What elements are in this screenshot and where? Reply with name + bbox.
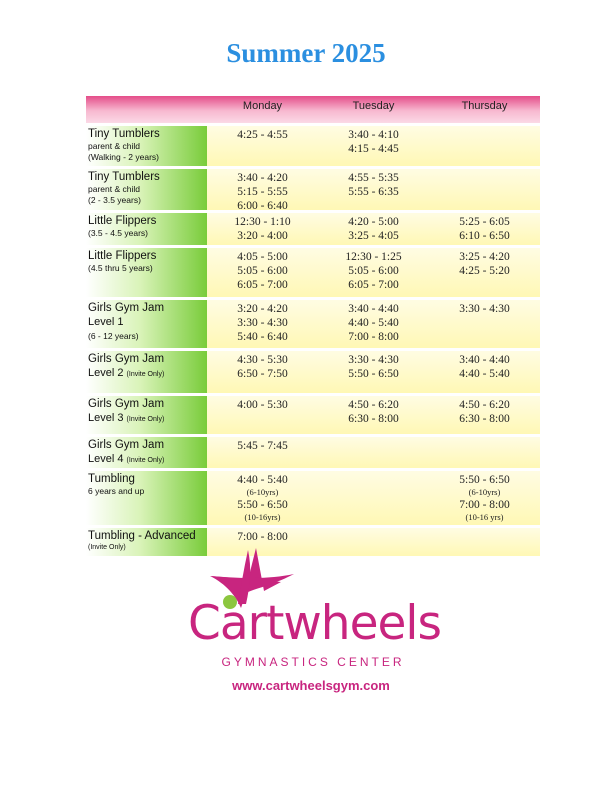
time-slot: 4:25 - 4:55 bbox=[237, 129, 288, 141]
day-header: Thursday bbox=[461, 100, 508, 112]
logo-tagline: GYMNASTICS CENTER bbox=[221, 655, 405, 669]
schedule-table bbox=[86, 96, 540, 556]
time-slot: 6:10 - 6:50 bbox=[459, 230, 510, 242]
class-name: Girls Gym Jam bbox=[88, 353, 165, 365]
time-cell bbox=[318, 169, 429, 210]
time-cell bbox=[429, 471, 540, 525]
class-detail: parent & child bbox=[88, 141, 140, 151]
time-cell bbox=[429, 351, 540, 393]
time-slot: 5:50 - 6:50 bbox=[237, 499, 288, 511]
time-cell bbox=[429, 213, 540, 245]
class-level: Level 1 bbox=[88, 316, 124, 328]
time-slot: (10-16yrs) bbox=[244, 512, 281, 522]
time-slot: 3:40 - 4:40 bbox=[348, 303, 399, 315]
class-detail: (4.5 thru 5 years) bbox=[88, 263, 153, 273]
time-slot: 5:15 - 5:55 bbox=[237, 186, 288, 198]
time-cell bbox=[207, 169, 318, 210]
time-slot: 6:30 - 8:00 bbox=[348, 413, 399, 425]
time-cell bbox=[207, 437, 318, 468]
time-slot: 4:55 - 5:35 bbox=[348, 172, 399, 184]
time-slot: 5:40 - 6:40 bbox=[237, 331, 288, 343]
time-cell bbox=[207, 126, 318, 166]
time-slot: 4:20 - 5:00 bbox=[348, 216, 399, 228]
time-cell bbox=[318, 213, 429, 245]
time-slot: 3:30 - 4:30 bbox=[237, 317, 288, 329]
time-cell bbox=[318, 126, 429, 166]
class-detail: 6 years and up bbox=[88, 486, 145, 496]
time-slot: (6-10yrs) bbox=[246, 487, 279, 497]
class-level: Level 4 (Invite Only) bbox=[88, 453, 165, 465]
time-cell bbox=[318, 396, 429, 434]
class-detail: (6 - 12 years) bbox=[88, 331, 139, 341]
class-name-cell bbox=[86, 471, 207, 525]
time-slot: 12:30 - 1:10 bbox=[234, 216, 291, 228]
time-cell bbox=[207, 213, 318, 245]
time-slot: 3:40 - 4:40 bbox=[459, 354, 510, 366]
time-slot: 4:00 - 5:30 bbox=[237, 399, 288, 411]
class-detail: (3.5 - 4.5 years) bbox=[88, 228, 148, 238]
class-name-cell bbox=[86, 351, 207, 393]
time-slot: 5:45 - 7:45 bbox=[237, 440, 288, 452]
time-slot: 6:50 - 7:50 bbox=[237, 368, 288, 380]
time-cell bbox=[429, 248, 540, 297]
time-slot: 6:05 - 7:00 bbox=[237, 279, 288, 291]
time-slot: 7:00 - 8:00 bbox=[237, 531, 288, 543]
class-name-cell bbox=[86, 300, 207, 348]
time-cell bbox=[207, 351, 318, 393]
time-cell bbox=[318, 300, 429, 348]
time-slot: 6:30 - 8:00 bbox=[459, 413, 510, 425]
time-slot: (6-10yrs) bbox=[468, 487, 501, 497]
table-row bbox=[86, 248, 540, 297]
time-cell bbox=[429, 300, 540, 348]
time-cell bbox=[318, 248, 429, 297]
time-cell bbox=[318, 437, 429, 468]
time-cell bbox=[429, 169, 540, 210]
time-slot: 5:25 - 6:05 bbox=[459, 216, 510, 228]
class-name-cell bbox=[86, 169, 207, 210]
table-row bbox=[86, 126, 540, 166]
table-row bbox=[86, 300, 540, 348]
class-name: Little Flippers bbox=[88, 250, 157, 262]
time-slot: 3:20 - 4:00 bbox=[237, 230, 288, 242]
table-row bbox=[86, 213, 540, 245]
schedule-rows bbox=[86, 126, 540, 556]
class-name: Tiny Tumblers bbox=[88, 128, 160, 140]
time-slot: 4:05 - 5:00 bbox=[237, 251, 288, 263]
class-name-cell bbox=[86, 213, 207, 245]
time-slot: (10-16 yrs) bbox=[465, 512, 504, 522]
time-slot: 4:40 - 5:40 bbox=[348, 317, 399, 329]
time-cell bbox=[207, 471, 318, 525]
day-header: Monday bbox=[242, 100, 283, 112]
time-slot: 5:50 - 6:50 bbox=[459, 474, 510, 486]
class-name: Girls Gym Jam bbox=[88, 302, 165, 314]
class-level: Level 3 (Invite Only) bbox=[88, 412, 165, 424]
time-slot: 7:00 - 8:00 bbox=[348, 331, 399, 343]
time-slot: 6:00 - 6:40 bbox=[237, 200, 288, 212]
time-slot: 3:20 - 4:20 bbox=[237, 303, 288, 315]
time-slot: 4:50 - 6:20 bbox=[348, 399, 399, 411]
class-name: Little Flippers bbox=[88, 215, 157, 227]
class-name: Tiny Tumblers bbox=[88, 171, 160, 183]
table-header bbox=[86, 96, 540, 123]
time-slot: 7:00 - 8:00 bbox=[459, 499, 510, 511]
time-cell bbox=[318, 471, 429, 525]
time-cell bbox=[429, 396, 540, 434]
time-slot: 4:40 - 5:40 bbox=[237, 474, 288, 486]
time-slot: 12:30 - 1:25 bbox=[345, 251, 402, 263]
time-slot: 5:05 - 6:00 bbox=[237, 265, 288, 277]
time-slot: 3:25 - 4:05 bbox=[348, 230, 399, 242]
table-row bbox=[86, 471, 540, 525]
time-slot: 4:30 - 5:30 bbox=[237, 354, 288, 366]
time-slot: 4:25 - 5:20 bbox=[459, 265, 510, 277]
time-slot: 3:40 - 4:10 bbox=[348, 129, 399, 141]
day-header: Tuesday bbox=[352, 100, 395, 112]
time-cell bbox=[207, 248, 318, 297]
time-cell bbox=[429, 437, 540, 468]
time-slot: 3:30 - 4:30 bbox=[459, 303, 510, 315]
table-row bbox=[86, 396, 540, 434]
class-name: Tumbling bbox=[88, 473, 135, 485]
time-cell bbox=[429, 126, 540, 166]
time-slot: 3:25 - 4:20 bbox=[459, 251, 510, 263]
time-cell bbox=[318, 351, 429, 393]
time-slot: 4:50 - 6:20 bbox=[459, 399, 510, 411]
class-name-cell bbox=[86, 396, 207, 434]
time-cell bbox=[207, 300, 318, 348]
class-detail: (Walking - 2 years) bbox=[88, 152, 160, 162]
time-slot: 3:40 - 4:20 bbox=[237, 172, 288, 184]
logo-wordmark: Cartwheels bbox=[188, 596, 441, 651]
table-row bbox=[86, 169, 540, 210]
table-row bbox=[86, 437, 540, 468]
time-slot: 5:05 - 6:00 bbox=[348, 265, 399, 277]
class-detail: (Invite Only) bbox=[88, 544, 126, 551]
website-link[interactable]: www.cartwheelsgym.com bbox=[232, 678, 390, 693]
table-row bbox=[86, 351, 540, 393]
class-name: Girls Gym Jam bbox=[88, 398, 165, 410]
time-slot: 3:30 - 4:30 bbox=[348, 354, 399, 366]
time-slot: 5:55 - 6:35 bbox=[348, 186, 399, 198]
class-name-cell bbox=[86, 126, 207, 166]
class-name: Girls Gym Jam bbox=[88, 439, 165, 451]
class-detail: parent & child bbox=[88, 184, 140, 194]
class-level: Level 2 (Invite Only) bbox=[88, 367, 165, 379]
class-name: Tumbling - Advanced bbox=[88, 530, 196, 542]
time-slot: 4:40 - 5:40 bbox=[459, 368, 510, 380]
time-slot: 4:15 - 4:45 bbox=[348, 143, 399, 155]
time-slot: 5:50 - 6:50 bbox=[348, 368, 399, 380]
time-slot: 6:05 - 7:00 bbox=[348, 279, 399, 291]
class-name-cell bbox=[86, 248, 207, 297]
time-cell bbox=[207, 396, 318, 434]
class-name-cell bbox=[86, 437, 207, 468]
page-title: Summer 2025 bbox=[226, 38, 386, 68]
class-detail: (2 - 3.5 years) bbox=[88, 195, 141, 205]
